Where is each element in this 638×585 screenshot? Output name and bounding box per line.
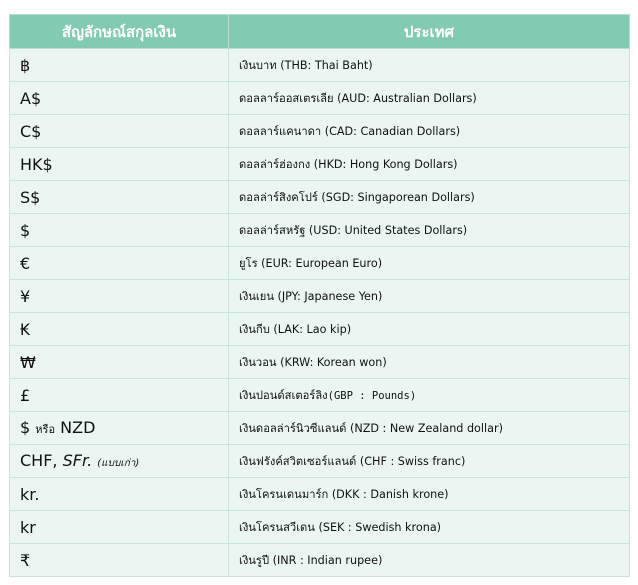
currency-symbol: S$ bbox=[10, 181, 229, 214]
currency-symbol: £ bbox=[10, 379, 229, 412]
table-row bbox=[10, 412, 630, 445]
currency-symbol-main: CHF, bbox=[20, 451, 58, 470]
currency-symbol: € bbox=[10, 247, 229, 280]
currency-symbol-code: NZD bbox=[60, 418, 96, 437]
currency-name: เงินเยน (JPY: Japanese Yen) bbox=[229, 280, 630, 313]
currency-symbol: ¥ bbox=[10, 280, 229, 313]
table-row bbox=[10, 49, 630, 82]
currency-symbol: ₩ bbox=[10, 346, 229, 379]
table-row bbox=[10, 346, 630, 379]
currency-symbol bbox=[10, 412, 229, 445]
currency-name: เงินดอลล่าร์นิวซีแลนด์ (NZD : New Zealand dollar) bbox=[229, 412, 630, 445]
table-row bbox=[10, 379, 630, 412]
header-country: ประเทศ bbox=[229, 15, 630, 49]
currency-symbol-or: หรือ bbox=[35, 423, 56, 436]
currency-symbol: ฿ bbox=[10, 49, 229, 82]
table-row bbox=[10, 181, 630, 214]
table-row bbox=[10, 115, 630, 148]
table-row bbox=[10, 280, 630, 313]
table-row bbox=[10, 313, 630, 346]
currency-symbol bbox=[10, 445, 229, 478]
currency-name: เงินโครนสวีเดน (SEK : Swedish krona) bbox=[229, 511, 630, 544]
currency-name: เงินกีบ (LAK: Lao kip) bbox=[229, 313, 630, 346]
currency-symbol: HK$ bbox=[10, 148, 229, 181]
currency-name: ดอลลาร์ออสเตรเลีย (AUD: Australian Dollars) bbox=[229, 82, 630, 115]
currency-name: เงินรูปี (INR : Indian rupee) bbox=[229, 544, 630, 577]
currency-name: เงินบาท (THB: Thai Baht) bbox=[229, 49, 630, 82]
currency-symbol-note: (แบบเก่า) bbox=[97, 458, 140, 469]
currency-name: เงินวอน (KRW: Korean won) bbox=[229, 346, 630, 379]
currency-symbol: C$ bbox=[10, 115, 229, 148]
table-row bbox=[10, 478, 630, 511]
table-row bbox=[10, 544, 630, 577]
table-row bbox=[10, 214, 630, 247]
currency-symbol: ₭ bbox=[10, 313, 229, 346]
currency-name: ยูโร (EUR: European Euro) bbox=[229, 247, 630, 280]
currency-symbol: ₹ bbox=[10, 544, 229, 577]
currency-table bbox=[9, 14, 630, 577]
table-row bbox=[10, 82, 630, 115]
currency-name-code: (GBP : Pounds) bbox=[327, 390, 417, 402]
table-row bbox=[10, 445, 630, 478]
currency-name: ดอลล่าร์สหรัฐ (USD: United States Dollars) bbox=[229, 214, 630, 247]
currency-name: ดอลลาร์แคนาดา (CAD: Canadian Dollars) bbox=[229, 115, 630, 148]
currency-table-container bbox=[9, 14, 629, 577]
header-symbol: สัญลักษณ์สกุลเงิน bbox=[10, 15, 229, 49]
currency-symbol-alt: SFr. bbox=[62, 451, 93, 470]
table-header-row bbox=[10, 15, 630, 49]
table-row bbox=[10, 247, 630, 280]
currency-symbol: kr. bbox=[10, 478, 229, 511]
currency-name: เงินโครนเดนมาร์ก (DKK : Danish krone) bbox=[229, 478, 630, 511]
currency-name: ดอลล่าร์ฮ่องกง (HKD: Hong Kong Dollars) bbox=[229, 148, 630, 181]
currency-name: ดอลล่าร์สิงคโปร์ (SGD: Singaporean Dollars) bbox=[229, 181, 630, 214]
table-row bbox=[10, 148, 630, 181]
currency-symbol: $ bbox=[10, 214, 229, 247]
currency-name bbox=[229, 379, 630, 412]
table-row bbox=[10, 511, 630, 544]
currency-name-thai: เงินปอนด์สเตอร์ลิง bbox=[239, 389, 328, 402]
currency-symbol: kr bbox=[10, 511, 229, 544]
currency-symbol-main: $ bbox=[20, 418, 31, 437]
currency-symbol: A$ bbox=[10, 82, 229, 115]
currency-name: เงินฟรังค์สวิตเซอร์แลนด์ (CHF : Swiss franc) bbox=[229, 445, 630, 478]
